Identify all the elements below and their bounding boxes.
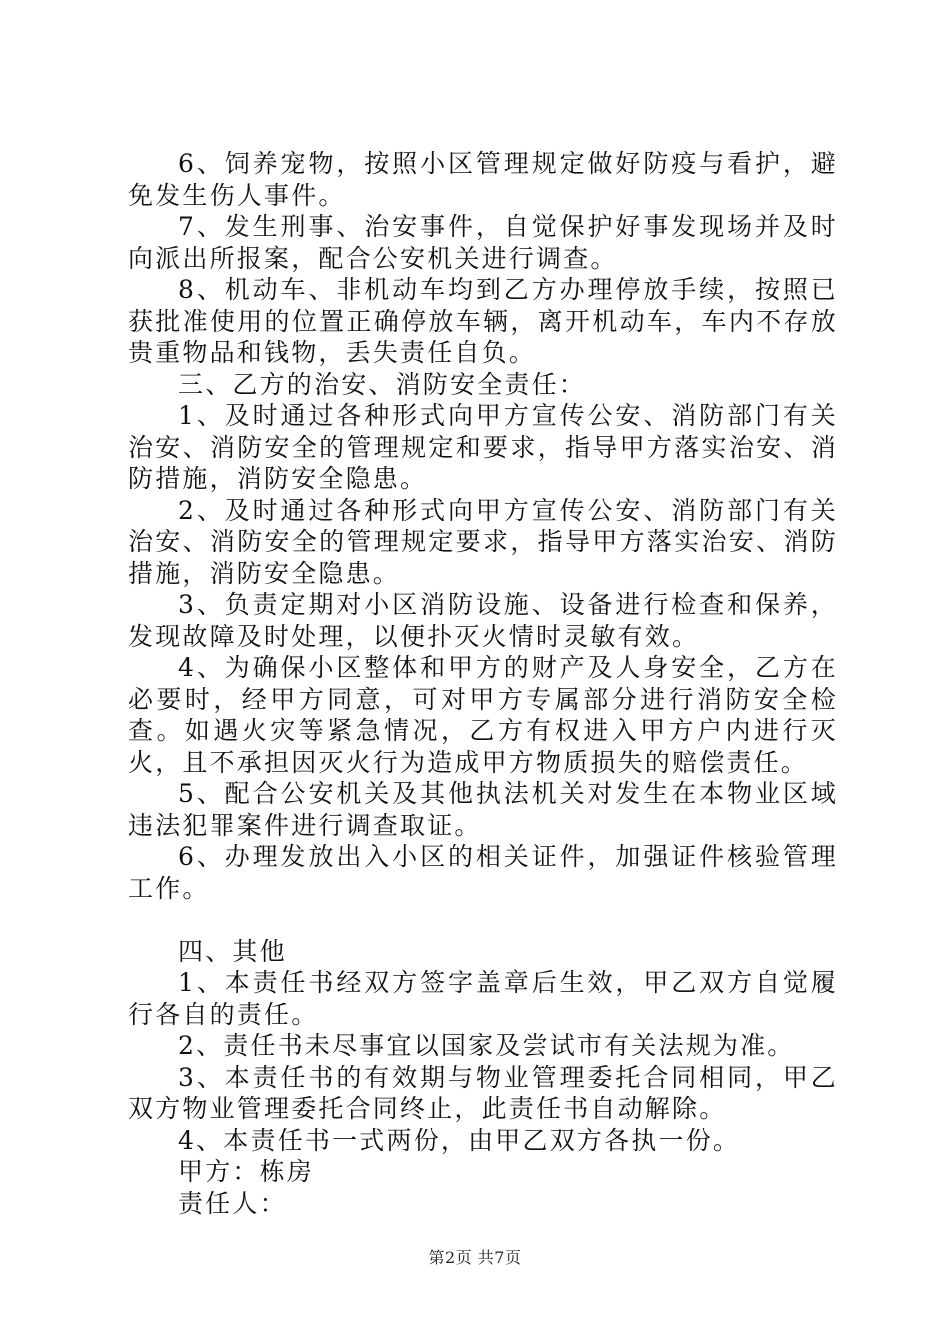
party-a-line: 甲方：栋房	[178, 1157, 315, 1186]
paragraph-duty-2: 2、及时通过各种形式向甲方宣传公安、消防部门有关治安、消防安全的管理规定要求，指导甲方落实治安、消防措施，消防安全隐患。	[128, 495, 838, 588]
paragraph-duty-3: 3、负责定期对小区消防设施、设备进行检查和保养，发现故障及时处理，以便扑灭火情时灵敏有效。	[128, 590, 838, 651]
paragraph-other-3: 3、本责任书的有效期与物业管理委托合同相同，甲乙双方物业管理委托合同终止，此责任书自动解除。	[128, 1062, 838, 1123]
section-heading-party-b-duties: 三、乙方的治安、消防安全责任：	[178, 369, 587, 399]
paragraph-other-2: 2、责任书未尽事宜以国家及尝试市有关法规为准。	[178, 1031, 795, 1060]
paragraph-duty-6: 6、办理发放出入小区的相关证件，加强证件核验管理工作。	[128, 842, 838, 903]
document-body	[128, 148, 838, 1219]
paragraph-duty-4: 4、为确保小区整体和甲方的财产及人身安全，乙方在必要时，经甲方同意，可对甲方专属部分进行消防安全检查。如遇火灾等紧急情况，乙方有权进入甲方户内进行灭火，且不承担因灭火行为造成甲方物质损失的赔偿责任。	[128, 653, 838, 777]
paragraph-criminal-incident: 7、发生刑事、治安事件，自觉保护好事发现场并及时向派出所报案，配合公安机关进行调查。	[128, 212, 838, 273]
paragraph-other-4: 4、本责任书一式两份，由甲乙双方各执一份。	[178, 1125, 741, 1155]
paragraph-duty-5: 5、配合公安机关及其他执法机关对发生在本物业区域违法犯罪案件进行调查取证。	[128, 779, 838, 840]
responsible-person-line: 责任人：	[178, 1188, 287, 1218]
section-heading-other: 四、其他	[178, 936, 287, 966]
paragraph-other-1: 1、本责任书经双方签字盖章后生效，甲乙双方自觉履行各自的责任。	[128, 968, 838, 1029]
paragraph-spacer	[128, 904, 838, 936]
page-number-footer: 第2页 共7页	[428, 1248, 522, 1267]
paragraph-pet-rule: 6、饲养宠物，按照小区管理规定做好防疫与看护，避免发生伤人事件。	[128, 149, 838, 210]
paragraph-duty-1: 1、及时通过各种形式向甲方宣传公安、消防部门有关治安、消防安全的管理规定和要求，指导甲方落实治安、消防措施，消防安全隐患。	[128, 401, 838, 493]
paragraph-vehicle-parking: 8、机动车、非机动车均到乙方办理停放手续，按照已获批准使用的位置正确停放车辆，离开机动车，车内不存放贵重物品和钱物，丢失责任自负。	[128, 275, 838, 367]
